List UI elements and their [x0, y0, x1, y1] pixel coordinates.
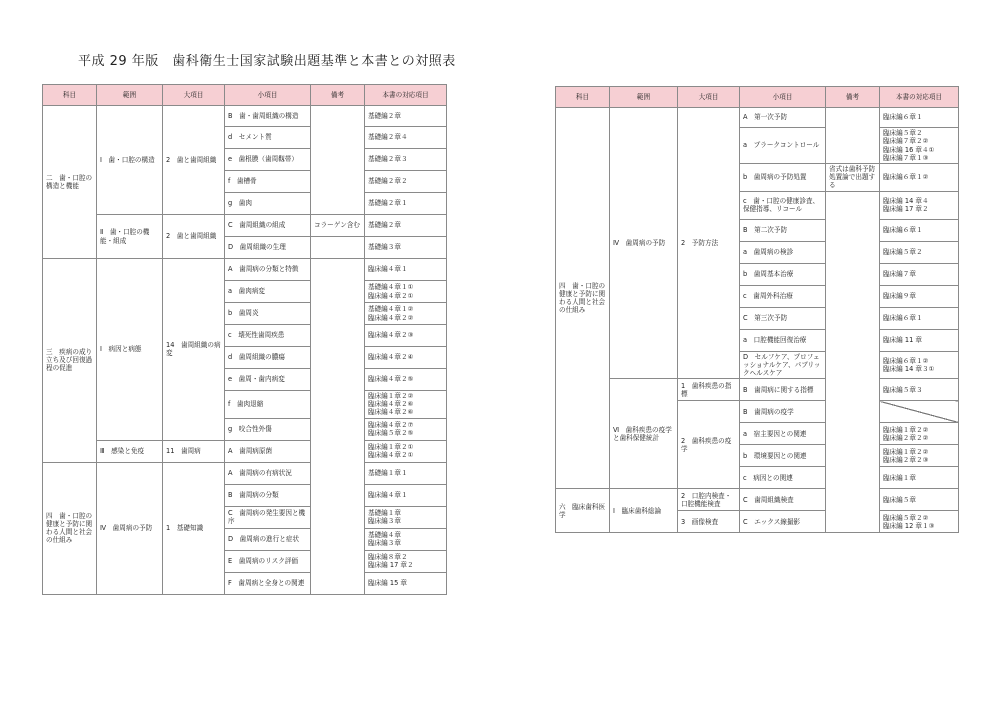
major-item-cell: 2 歯と歯周組織 [163, 106, 225, 215]
major-item-cell: 2 歯科疾患の疫学 [678, 401, 740, 489]
remarks-cell: コラーゲン含む [311, 215, 365, 237]
minor-item-cell: D セルフケア、プロフェッショナルケア、パブリックヘルスケア [740, 351, 826, 379]
scope-cell: Ⅰ 病因と病態 [97, 259, 163, 441]
minor-item-cell: f 歯肉退縮 [225, 391, 311, 419]
header-subject: 科目 [43, 85, 97, 106]
comparison-table-left [42, 84, 447, 595]
book-ref-cell: 基礎編２章２ [365, 171, 447, 193]
book-ref-cell: 基礎編４章１② 臨床編４章２② [365, 303, 447, 325]
scope-cell: Ⅳ 歯周病の予防 [610, 108, 678, 379]
book-ref-cell: 基礎編１章１ [365, 462, 447, 484]
remarks-cell [311, 237, 365, 259]
minor-item-cell: c 歯周外科治療 [740, 285, 826, 307]
major-item-cell: 2 歯と歯周組織 [163, 215, 225, 259]
table-row [556, 489, 959, 511]
table-row [556, 108, 959, 128]
book-ref-cell: 臨床編１章２② 臨床編２章２③ [880, 445, 959, 467]
book-ref-cell: 臨床編６章１② 臨床編 14 章３① [880, 351, 959, 379]
minor-item-cell: a 歯周病の検診 [740, 241, 826, 263]
major-item-cell: 1 歯科疾患の指標 [678, 379, 740, 401]
book-ref-cell: 基礎編４章 臨床編３章 [365, 528, 447, 550]
remarks-cell [826, 191, 880, 533]
header-book-ref: 本書の対応項目 [365, 85, 447, 106]
book-ref-cell: 臨床編５章２ [880, 241, 959, 263]
page-title: 平成 29 年版 歯科衛生士国家試験出題基準と本書との対照表 [78, 54, 456, 69]
book-ref-cell: 臨床編５章 [880, 489, 959, 511]
subject-cell: 四 歯・口腔の健康と予防に関わる人間と社会の仕組み [556, 108, 610, 489]
minor-item-cell: B 歯周病の疫学 [740, 401, 826, 423]
major-item-cell: 11 歯周病 [163, 440, 225, 462]
scope-cell: Ⅵ 歯科疾患の疫学と歯科保健統計 [610, 379, 678, 489]
minor-item-cell: D 歯周組織の生理 [225, 237, 311, 259]
book-ref-cell: 臨床編 15 章 [365, 572, 447, 594]
minor-item-cell: c 壊死性歯周疾患 [225, 325, 311, 347]
minor-item-cell: A 歯周病の有病状況 [225, 462, 311, 484]
major-item-cell: 2 口腔内検査・口腔機能検査 [678, 489, 740, 511]
minor-item-cell: C 歯周組織の組成 [225, 215, 311, 237]
minor-item-cell: c 病因との関連 [740, 467, 826, 489]
major-item-cell: 2 予防方法 [678, 108, 740, 379]
minor-item-cell: g 咬合性外傷 [225, 418, 311, 440]
book-ref-cell: 基礎編２章１ [365, 193, 447, 215]
minor-item-cell: b 歯周基本治療 [740, 263, 826, 285]
book-ref-cell: 臨床編１章２② 臨床編４章２⑥ 臨床編４章２⑥ [365, 391, 447, 419]
book-ref-cell: 基礎編１章 臨床編３章 [365, 506, 447, 528]
book-ref-cell: 臨床編５章２ 臨床編７章２② 臨床編 16 章４① 臨床編７章１③ [880, 128, 959, 164]
book-ref-cell: 臨床編４章２③ [365, 325, 447, 347]
book-ref-cell: 臨床編４章２⑤ [365, 369, 447, 391]
minor-item-cell: b 歯周病の予防処置 [740, 164, 826, 192]
book-ref-cell: 臨床編６章１ [880, 219, 959, 241]
book-ref-cell: 臨床編 14 章４ 臨床編 17 章２ [880, 191, 959, 219]
minor-item-cell: B 歯・歯周組織の構造 [225, 106, 311, 127]
minor-item-cell: e 歯根膜（歯周靱帯） [225, 149, 311, 171]
book-ref-cell [880, 401, 959, 423]
header-scope: 範囲 [97, 85, 163, 106]
book-ref-cell: 臨床編１章２① 臨床編４章２① [365, 440, 447, 462]
book-ref-cell: 臨床編 11 章 [880, 329, 959, 351]
book-ref-cell: 臨床編４章２④ [365, 347, 447, 369]
header-major-item: 大項目 [163, 85, 225, 106]
book-ref-cell: 臨床編５章３ [880, 379, 959, 401]
book-ref-cell: 臨床編１章２② 臨床編２章２② [880, 423, 959, 445]
minor-item-cell: e 歯周・歯内病変 [225, 369, 311, 391]
major-item-cell: 1 基礎知識 [163, 462, 225, 594]
minor-item-cell: C 歯周組織検査 [740, 489, 826, 511]
remarks-cell [826, 108, 880, 164]
table-row [43, 215, 447, 237]
header-scope: 範囲 [610, 87, 678, 108]
minor-item-cell: a 口腔機能回復治療 [740, 329, 826, 351]
minor-item-cell: d 歯周組織の膿瘍 [225, 347, 311, 369]
remarks-cell [311, 106, 365, 215]
header-remarks: 備考 [311, 85, 365, 106]
minor-item-cell: A 歯周病原菌 [225, 440, 311, 462]
subject-cell: 四 歯・口腔の健康と予防に関わる人間と社会の仕組み [43, 462, 97, 594]
book-ref-cell: 基礎編２章 [365, 106, 447, 127]
table-row [43, 106, 447, 127]
book-ref-cell: 基礎編３章 [365, 237, 447, 259]
minor-item-cell: E 歯周病のリスク評価 [225, 550, 311, 572]
book-ref-cell: 臨床編６章１ [880, 108, 959, 128]
minor-item-cell: g 歯肉 [225, 193, 311, 215]
book-ref-cell: 臨床編４章１ [365, 484, 447, 506]
book-ref-cell: 臨床編１章 [880, 467, 959, 489]
minor-item-cell: B 歯周病に関する指標 [740, 379, 826, 401]
minor-item-cell: C 歯周病の発生要因と機序 [225, 506, 311, 528]
book-ref-cell: 臨床編４章１ [365, 259, 447, 281]
minor-item-cell: a プラークコントロール [740, 128, 826, 164]
table-row [43, 462, 447, 484]
comparison-table-right [555, 86, 959, 533]
major-item-cell: 3 画像検査 [678, 511, 740, 533]
minor-item-cell: B 歯周病の分類 [225, 484, 311, 506]
header-remarks: 備考 [826, 87, 880, 108]
subject-cell: 三 疾病の成り立ち及び回復過程の促進 [43, 259, 97, 463]
header-major-item: 大項目 [678, 87, 740, 108]
book-ref-cell: 臨床編６章１ [880, 307, 959, 329]
scope-cell: Ⅲ 感染と免疫 [97, 440, 163, 462]
header-row [43, 85, 447, 106]
table-row [43, 259, 447, 281]
book-ref-cell: 臨床編７章 [880, 263, 959, 285]
scope-cell: Ⅰ 歯・口腔の構造 [97, 106, 163, 215]
header-minor-item: 小項目 [740, 87, 826, 108]
minor-item-cell: A 第一次予防 [740, 108, 826, 128]
scope-cell: Ⅰ 臨床歯科総論 [610, 489, 678, 533]
subject-cell: 二 歯・口腔の構造と機能 [43, 106, 97, 259]
book-ref-cell: 臨床編５章２② 臨床編 12 章１③ [880, 511, 959, 533]
scope-cell: Ⅳ 歯周病の予防 [97, 462, 163, 594]
table-row [43, 440, 447, 462]
header-minor-item: 小項目 [225, 85, 311, 106]
minor-item-cell: a 歯肉病変 [225, 281, 311, 303]
minor-item-cell: F 歯周病と全身との関連 [225, 572, 311, 594]
minor-item-cell: c 歯・口腔の健康診査、保健指導、リコール [740, 191, 826, 219]
scope-cell: Ⅱ 歯・口腔の機能・組成 [97, 215, 163, 259]
header-subject: 科目 [556, 87, 610, 108]
minor-item-cell: B 第二次予防 [740, 219, 826, 241]
minor-item-cell: d セメント質 [225, 127, 311, 149]
minor-item-cell: b 歯周炎 [225, 303, 311, 325]
minor-item-cell: C 第三次予防 [740, 307, 826, 329]
book-ref-cell: 基礎編２章３ [365, 149, 447, 171]
minor-item-cell: f 歯槽骨 [225, 171, 311, 193]
table-row [556, 379, 959, 401]
book-ref-cell: 臨床編４章２⑦ 臨床編５章２⑤ [365, 418, 447, 440]
book-ref-cell: 臨床編６章１② [880, 164, 959, 192]
remarks-cell: 省式は歯科予防処置論で出題する [826, 164, 880, 192]
minor-item-cell: a 宿主要因との関連 [740, 423, 826, 445]
minor-item-cell: C エックス線撮影 [740, 511, 826, 533]
subject-cell: 六 臨床歯科医学 [556, 489, 610, 533]
header-row [556, 87, 959, 108]
minor-item-cell: A 歯周病の分類と特徴 [225, 259, 311, 281]
remarks-cell [311, 259, 365, 595]
book-ref-cell: 臨床編９章 [880, 285, 959, 307]
major-item-cell: 14 歯周組織の病変 [163, 259, 225, 441]
book-ref-cell: 臨床編８章２ 臨床編 17 章２ [365, 550, 447, 572]
book-ref-cell: 基礎編２章 [365, 215, 447, 237]
header-book-ref: 本書の対応項目 [880, 87, 959, 108]
book-ref-cell: 基礎編４章１① 臨床編４章２① [365, 281, 447, 303]
minor-item-cell: D 歯周病の進行と症状 [225, 528, 311, 550]
book-ref-cell: 基礎編２章４ [365, 127, 447, 149]
minor-item-cell: b 環境要因との関連 [740, 445, 826, 467]
